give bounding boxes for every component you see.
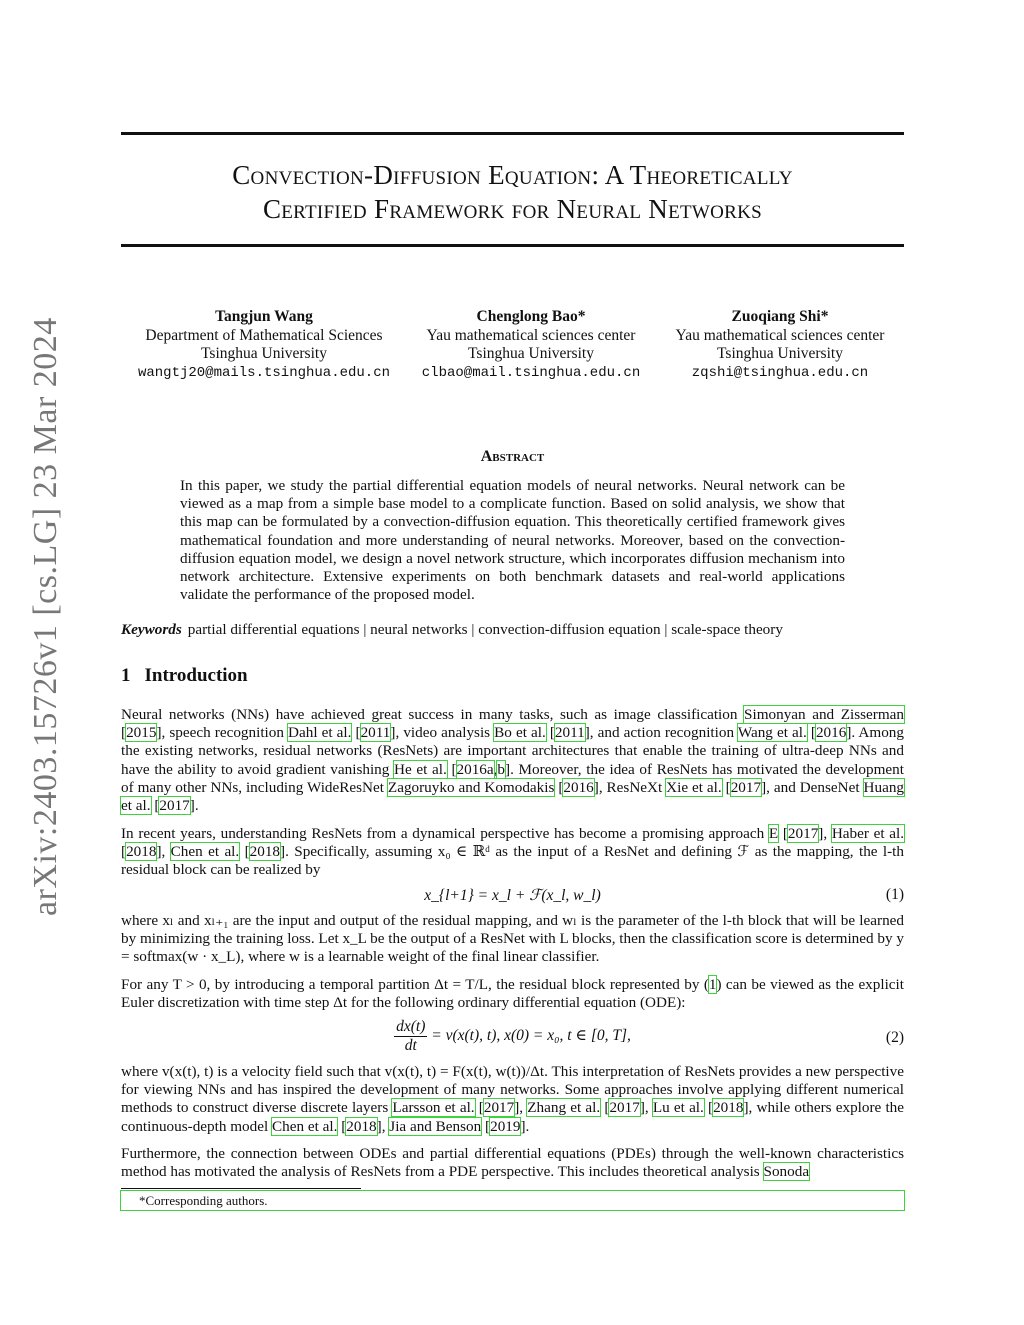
title-bottom-rule xyxy=(121,244,904,247)
section-title: Introduction xyxy=(144,665,248,686)
footnote-link-box[interactable] xyxy=(121,1191,904,1210)
citation-year-link[interactable]: 2019 xyxy=(490,1117,521,1135)
text-run: , xyxy=(161,843,171,861)
author-name: Tangjun Wang xyxy=(215,308,313,325)
author-email[interactable]: wangtj20@mails.tsinghua.edu.cn xyxy=(137,364,391,381)
keywords-line xyxy=(121,621,904,639)
citation-year-link[interactable]: 2016a xyxy=(456,760,494,778)
text-run: For any T > 0, by introducing a temporal partition Δt = T/L, the residual block represented by ( xyxy=(121,976,709,993)
paragraph-4 xyxy=(121,976,904,1012)
title-line-1: Convection-Diffusion Equation: A Theoretically xyxy=(232,160,793,190)
citation-year-link[interactable]: 2017 xyxy=(609,1099,640,1117)
equation-2-fraction xyxy=(394,1018,427,1055)
text-run: , and DenseNet xyxy=(766,778,864,796)
text-run: , xyxy=(519,1099,528,1117)
title-line-2: Certified Framework for Neural Networks xyxy=(262,194,763,224)
citation-link[interactable]: He et al. xyxy=(394,760,447,778)
equation-1-expression: x_{l+1} = x_l + ℱ(x_l, w_l) xyxy=(424,887,601,904)
author-affiliation: Yau mathematical sciences center xyxy=(675,326,885,344)
citation-link[interactable]: E xyxy=(768,825,779,842)
author-name: Zuoqiang Shi* xyxy=(731,308,829,325)
fraction-denominator: dt xyxy=(404,1037,417,1054)
author-affiliation: Yau mathematical sciences center xyxy=(426,326,636,344)
citation-year-link[interactable]: b xyxy=(497,760,506,778)
keywords-label: Keywords xyxy=(121,621,182,638)
author-email[interactable]: zqshi@tsinghua.edu.cn xyxy=(691,364,869,381)
text-run: , and action recognition xyxy=(589,724,738,742)
paragraph-5: where v(x(t), t) is a velocity field such that v(x(t), t) = F(x(t), w(t))/Δt. This interpretation of ResNets provides a new perspective for viewing NNs and has inspired the development of many networks. Some approaches involve applying different numerical methods to construct diverse discrete layers Larsson et al. [2017], Zhang et al. [2017], Lu et al. [2018], while others explore the continuous-depth model Chen et al. [2018], Jia and Benson [2019]. xyxy=(121,1063,905,1135)
text-run: , xyxy=(381,1117,390,1135)
author-name: Chenglong Bao* xyxy=(476,308,586,325)
keywords-text: partial differential equations | neural networks | convection-diffusion equation | scale-space theory xyxy=(187,621,783,638)
author-university: Tsinghua University xyxy=(717,345,843,362)
citation-year-link[interactable]: 2018 xyxy=(713,1099,744,1117)
text-run: , xyxy=(644,1099,653,1117)
author-affiliation: Department of Mathematical Sciences xyxy=(145,326,383,344)
author-block-1 xyxy=(121,308,407,382)
paper-title xyxy=(121,158,904,226)
citation-year-link[interactable]: 2011 xyxy=(554,724,585,742)
text-run: , video analysis xyxy=(395,724,495,742)
paragraph-6 xyxy=(121,1145,904,1181)
author-university: Tsinghua University xyxy=(468,345,594,362)
citation-link[interactable]: Jia and Benson xyxy=(389,1117,482,1135)
text-run: . xyxy=(525,1117,530,1135)
text-run: Neural networks (NNs) have achieved great success in many tasks, such as image classification xyxy=(121,706,745,723)
paragraph-2: In recent years, understanding ResNets from a dynamical perspective has become a promising approach E [2017], Haber et al. [2018], Chen et al. [2018]. Specifically, assuming x₀ ∈ ℝᵈ as the input of a ResNet and defining ℱ as the mapping, the l-th residual block can be realized by xyxy=(121,825,905,879)
paragraph-3: where xₗ and xₗ₊₁ are the input and output of the residual mapping, and wₗ is the parameter of the l-th block that will be learned by minimizing the training loss. Let x_L be the output of a ResNet with L blocks, then the classification score is determined by y = softmax(w · x_L), where w is a learnable weight of the final linear classifier. xyxy=(121,912,904,966)
citation-year-link[interactable]: 2017 xyxy=(730,778,762,796)
text-run: . Among the existing networks, residual networks (ResNets) are important architectures that enable the training of ultra-deep NNs and have the ability to avoid gradient vanishing xyxy=(121,724,904,778)
text-run: ) can be viewed as the explicit Euler discretization with time step Δt for the following ordinary differential equation (ODE): xyxy=(121,976,904,1012)
text-run: . Moreover, the idea of ResNets has motivated the development of many other NNs, including WideResNet xyxy=(121,760,904,796)
citation-year-link[interactable]: 2018 xyxy=(249,843,281,861)
citation-link[interactable]: Bo et al. xyxy=(494,724,546,742)
citation-year-link[interactable]: 2011 xyxy=(360,724,391,742)
equation-2-rest: = v(x(t), t), x(0) = x₀, t ∈ [0, T], xyxy=(431,1027,631,1045)
paragraph-1: Neural networks (NNs) have achieved great success in many tasks, such as image classification Simonyan and Zisserman [2015], speech recognition Dahl et al. [2011], video analysis Bo et al. [2011], and action recognition Wang et al. [2016]. Among the existing networks, residual networks (ResNets) are important architectures that enable the training of ultra-deep NNs and have the ability to avoid gradient vanishing He et al. [2016a,b]. Moreover, the idea of ResNets has motivated the development of many other NNs, including WideResNet Zagoruyko and Komodakis [2016], ResNeXt Xie et al. [2017], and DenseNet Huang et al. [2017]. xyxy=(121,706,905,815)
citation-year-link[interactable]: 2017 xyxy=(159,797,190,815)
citation-link[interactable]: Chen et al. xyxy=(272,1117,338,1135)
equation-1-number: (1) xyxy=(885,886,904,903)
fraction-numerator: dx(t) xyxy=(396,1018,426,1035)
equation-reference-link[interactable]: 1 xyxy=(708,976,717,993)
text-run: where v(x(t), t) is a velocity field such that v(x(t), t) = F(x(t), w(t))/Δt. This interpretation of ResNets provides a new perspective for viewing NNs and has inspired the development of many networks. Some approaches involve applying different numerical methods to construct diverse discrete layers xyxy=(121,1063,904,1117)
text-run: , xyxy=(823,825,832,842)
citation-link[interactable]: Zhang et al. xyxy=(527,1099,601,1117)
author-block-3 xyxy=(660,308,900,382)
citation-year-link[interactable]: 2016 xyxy=(815,724,847,742)
abstract-heading: Abstract xyxy=(480,448,545,465)
equation-2-expression xyxy=(121,1018,904,1055)
abstract-text: In this paper, we study the partial differential equation models of neural networks. Neural network can be viewed as a map from a simple base model to a complicate function. Based on solid analysis, we show that this map can be formulated by a convection-diffusion equation. This theoretically certified framework gives mathematical foundation and more understanding of neural networks. Moreover, based on the convection-diffusion equation model, we design a novel network structure, which incorporates diffusion mechanism into network architecture. Extensive experiments on both benchmark datasets and real-world applications validate the performance of the proposed model. xyxy=(180,477,845,604)
text-run: , speech recognition xyxy=(161,724,289,742)
text-run: Furthermore, the connection between ODEs and partial differential equations (PDEs) through the well-known characteristics method has motivated the analysis of ResNets from a PDE perspective. This includes theoretical analysis xyxy=(121,1145,904,1181)
equation-2 xyxy=(121,1018,904,1058)
citation-year-link[interactable]: 2017 xyxy=(787,825,819,842)
citation-year-link[interactable]: 2016 xyxy=(563,778,594,796)
citation-year-link[interactable]: 2018 xyxy=(126,843,157,861)
citation-link[interactable]: Wang et al. xyxy=(737,724,807,742)
author-email[interactable]: clbao@mail.tsinghua.edu.cn xyxy=(421,364,641,381)
citation-year-link[interactable]: 2018 xyxy=(346,1117,377,1135)
citation-link[interactable]: Haber et al. xyxy=(831,825,905,842)
citation-link[interactable]: Zagoruyko and Komodakis xyxy=(387,778,555,796)
author-block-2 xyxy=(407,308,655,382)
citation-year-link[interactable]: 2015 xyxy=(126,724,157,742)
equation-2-number: (2) xyxy=(885,1029,904,1046)
text-run: . xyxy=(194,797,199,815)
citation-year-link[interactable]: 2017 xyxy=(483,1099,515,1117)
text-run: , while others explore the continuous-depth model xyxy=(121,1099,905,1135)
citation-link[interactable]: Chen et al. xyxy=(170,843,240,861)
citation-link[interactable]: Simonyan and Zisserman xyxy=(744,706,904,723)
citation-link[interactable]: Lu et al. xyxy=(652,1099,704,1117)
citation-link[interactable]: Larsson et al. xyxy=(392,1099,475,1117)
citation-link[interactable]: Xie et al. xyxy=(666,778,722,796)
equation-1 xyxy=(121,886,904,906)
arxiv-sidebar-stamp: arXiv:2403.15726v1 [cs.LG] 23 Mar 2024 xyxy=(27,317,64,916)
citation-link[interactable]: Sonoda xyxy=(763,1163,810,1181)
section-heading-introduction xyxy=(121,665,248,687)
footnote-rule xyxy=(121,1188,361,1189)
section-number: 1 xyxy=(121,665,131,686)
text-run: . Specifically, assuming x₀ ∈ ℝᵈ as the input of a ResNet and defining ℱ as the mapping, the l-th residual block can be realized by xyxy=(121,843,904,879)
text-run: , ResNeXt xyxy=(598,778,667,796)
citation-link[interactable]: Dahl et al. xyxy=(288,724,352,742)
author-university: Tsinghua University xyxy=(201,345,327,362)
text-run: In recent years, understanding ResNets from a dynamical perspective has become a promising approach xyxy=(121,825,769,842)
footnote-text: *Corresponding authors. xyxy=(139,1193,268,1208)
citation-link[interactable]: Huang et al. xyxy=(121,778,905,815)
title-top-rule xyxy=(121,132,904,135)
